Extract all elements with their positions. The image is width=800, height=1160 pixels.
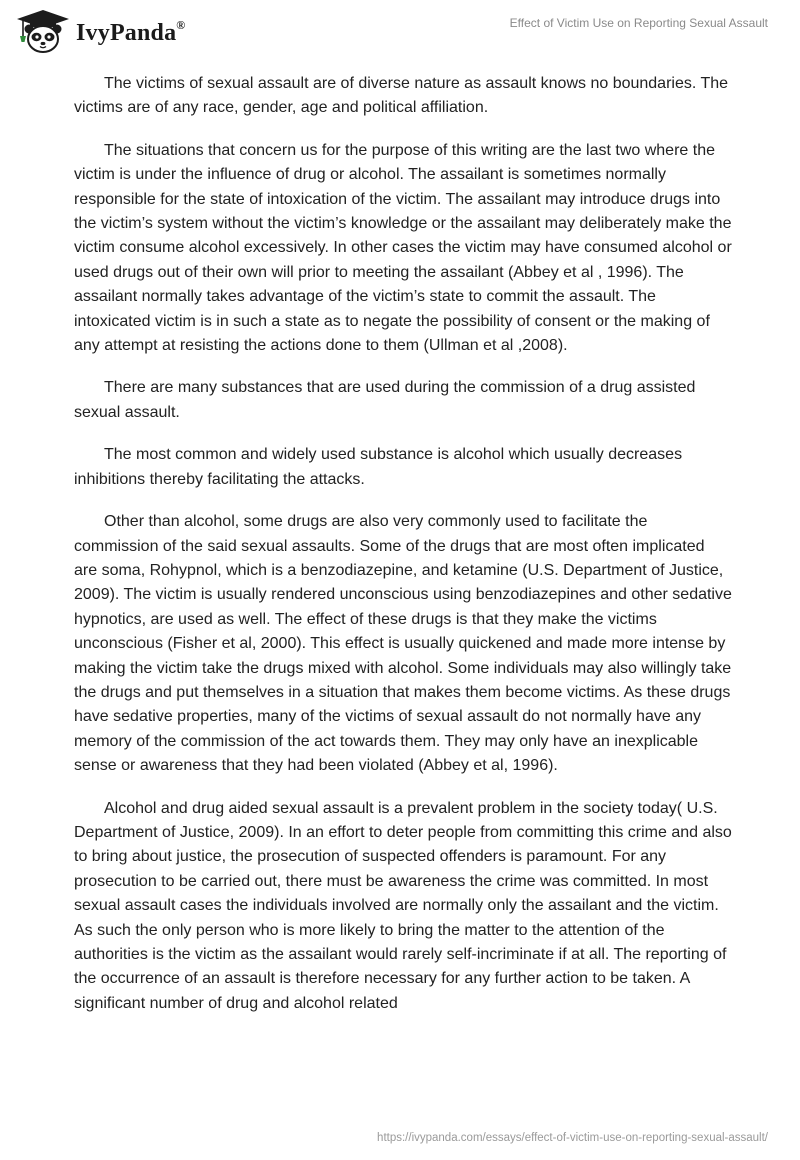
- page-header: [0, 0, 800, 60]
- essay-body: [74, 72, 732, 1034]
- registered-mark: ®: [176, 17, 186, 32]
- logo-wordmark: [76, 17, 186, 47]
- paragraph: There are many substances that are used during the commission of a drug assisted sexual assault.: [74, 379, 696, 421]
- logo-name: IvyPanda: [76, 19, 177, 46]
- paragraph: The most common and widely used substance is alcohol which usually decreases inhibitions thereby facilitating the attacks.: [74, 446, 683, 488]
- document-title: Effect of Victim Use on Reporting Sexual Assault: [509, 16, 768, 30]
- ivypanda-logo[interactable]: [14, 8, 185, 54]
- panda-graduate-icon: [14, 8, 72, 54]
- paragraph: The situations that concern us for the purpose of this writing are the last two where the victim is under the influence of drug or alcohol. The assailant is sometimes normally responsible for the state of intoxication of the victim. The assailant may introduce drugs into the victim’s system without the victim’s knowledge or the assailant may deliberately make the victim consume alcohol excessively. In other cases the victim may have consumed alcohol or used drugs out of their own will prior to meeting the assailant (Abbey et al , 1996). The assailant normally takes advantage of the victim’s state to commit the assault. The intoxicated victim is in such a state as to negate the possibility of consent or the making of any attempt at resisting the actions done to them (Ullman et al ,2008).: [74, 141, 732, 355]
- paragraph: Other than alcohol, some drugs are also very commonly used to facilitate the commission of the said sexual assaults. Some of the drugs that are most often implicated are soma, Rohypnol, which is a benzodiazepine, and ketamine (U.S. Department of Justice, 2009). The victim is usually rendered unconscious using benzodiazepines and other sedative hypnotics, are used as well. The effect of these drugs is that they make the victims unconscious (Fisher et al, 2000). This effect is usually quickened and made more intense by making the victim take the drugs mixed with alcohol. Some individuals may also willingly take the drugs and put themselves in a situation that makes them become victims. As these drugs have sedative properties, many of the victims of sexual assault do not normally have any memory of the commission of the act towards them. They may only have an inexplicable sense or awareness that they had been violated (Abbey et al, 1996).: [74, 513, 732, 775]
- paragraph: The victims of sexual assault are of diverse nature as assault knows no boundaries. The victims are of any race, gender, age and political affiliation.: [74, 75, 729, 117]
- source-url[interactable]: https://ivypanda.com/essays/effect-of-victim-use-on-reporting-sexual-assault/: [377, 1132, 768, 1144]
- paragraph: Alcohol and drug aided sexual assault is a prevalent problem in the society today( U.S. Department of Justice, 2009). In an effort to deter people from committing this crime and also to bring about justice, the prosecution of suspected offenders is paramount. For any prosecution to be carried out, there must be awareness the crime was committed. In most sexual assault cases the individuals involved are normally only the assailant and the victim. As such the only person who is more likely to bring the matter to the attention of the authorities is the victim as the assailant would rarely self-incriminate if at all. The reporting of the occurrence of an assault is therefore necessary for any further action to be taken. A significant number of drug and alcohol related: [74, 799, 732, 1012]
